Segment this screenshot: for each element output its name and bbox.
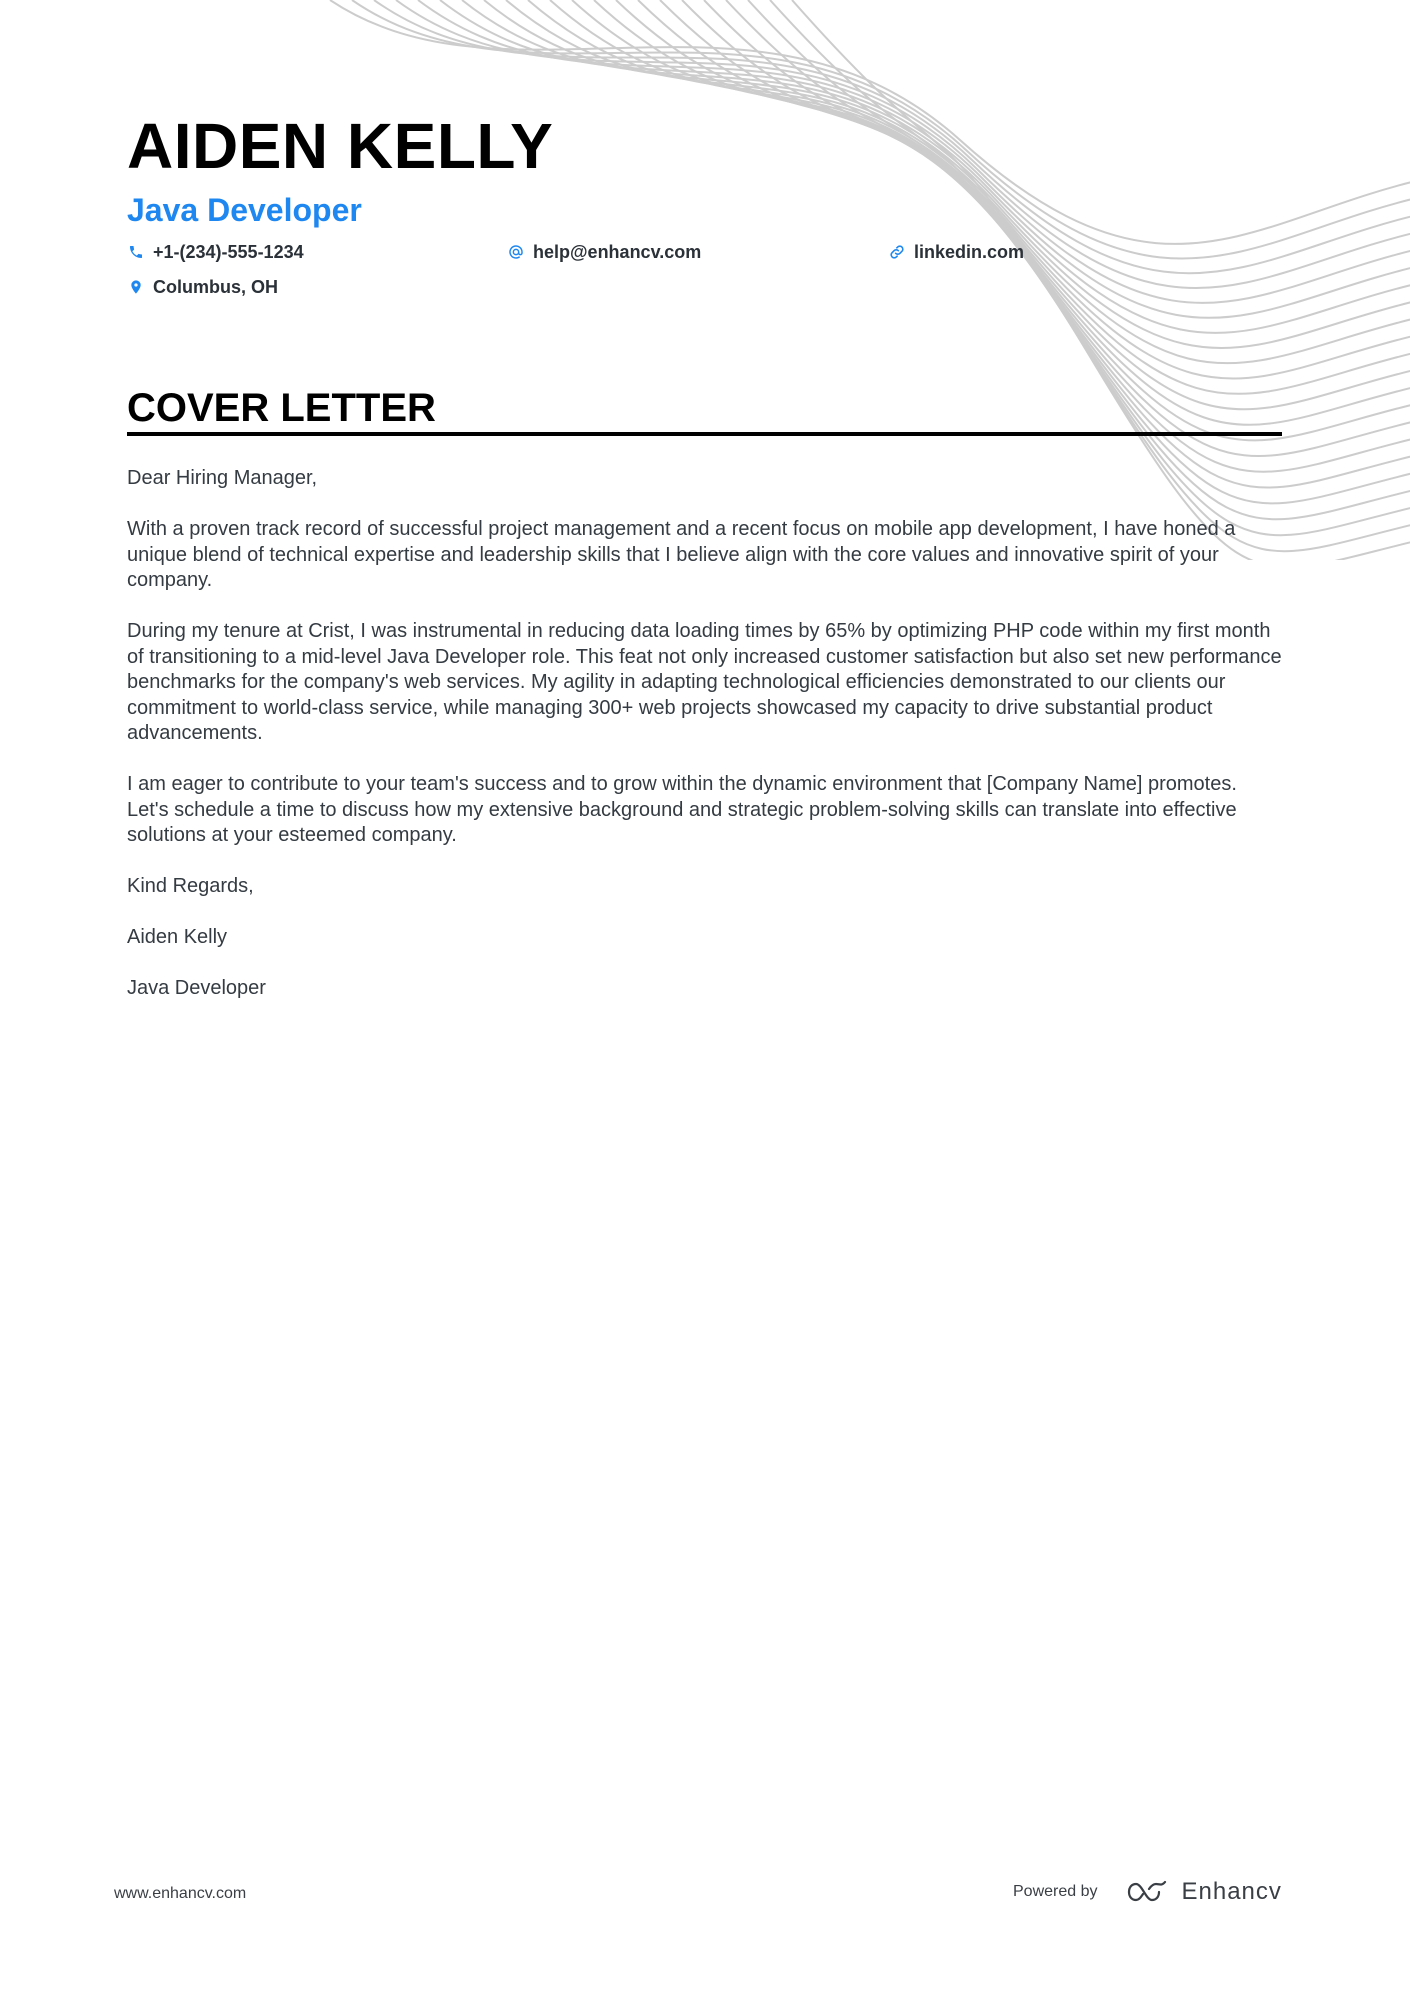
section-title: COVER LETTER	[127, 386, 436, 430]
phone-text: +1-(234)-555-1234	[153, 242, 304, 262]
enhancv-logo-icon	[1126, 1879, 1172, 1905]
phone-icon	[127, 243, 145, 261]
wave-line	[726, 0, 1410, 519]
wave-line	[616, 0, 1410, 440]
wave-line	[704, 0, 1410, 503]
wave-line	[440, 0, 1410, 318]
section-divider	[127, 432, 1282, 436]
letter-closing: Kind Regards,	[127, 875, 254, 897]
footer-powered-by[interactable]	[1013, 1872, 1282, 1912]
candidate-role: Java Developer	[127, 192, 362, 228]
at-icon	[507, 243, 525, 261]
contact-linkedin[interactable]	[888, 240, 1024, 264]
letter-paragraph: I am eager to contribute to your team's success and to grow within the dynamic environment that [Company Name] promotes. Let's schedule a time to discuss how my extensive background and strategic problem-solving skills can translate into effective solutions at your esteemed company.	[127, 773, 1237, 846]
contact-phone	[127, 240, 304, 264]
footer-website-link[interactable]: www.enhancv.com	[114, 1885, 247, 1902]
wave-line	[638, 0, 1410, 456]
linkedin-text: linkedin.com	[914, 242, 1025, 262]
letter-body	[127, 466, 1282, 1027]
candidate-name: AIDEN KELLY	[127, 110, 554, 182]
wave-line	[484, 0, 1410, 348]
wave-line	[748, 0, 1410, 535]
letter-paragraph: With a proven track record of successful project management and a recent focus on mobile app development, I have honed a unique blend of technical expertise and leadership skills that I believe align with the core values and innovative spirit of your company.	[127, 518, 1236, 591]
signature-title: Java Developer	[127, 977, 266, 999]
wave-line	[682, 0, 1410, 488]
wave-line	[572, 0, 1410, 409]
link-icon	[888, 243, 906, 261]
wave-line	[506, 0, 1410, 363]
contact-email[interactable]	[507, 240, 701, 264]
signature-name: Aiden Kelly	[127, 926, 228, 948]
wave-line	[594, 0, 1410, 425]
location-text: Columbus, OH	[153, 277, 278, 297]
contact-location	[127, 275, 278, 299]
email-text: help@enhancv.com	[533, 242, 702, 262]
letter-paragraph: During my tenure at Crist, I was instrumental in reducing data loading times by 65% by optimizing PHP code within my first month of transitioning to a mid-level Java Developer role. This feat not only increased customer satisfaction but also set new performance benchmarks for the company's web services. My agility in adapting technological efficiencies demonstrated to our clients our commitment to world-class service, while managing 300+ web projects showcased my capacity to drive substantial product advancements.	[127, 620, 1282, 744]
wave-line	[462, 0, 1410, 333]
letter-greeting: Dear Hiring Manager,	[127, 467, 318, 489]
wave-line	[550, 0, 1410, 394]
wave-line	[528, 0, 1410, 379]
enhancv-brand-name: Enhancv	[1181, 1878, 1282, 1905]
wave-line	[660, 0, 1410, 472]
powered-by-label: Powered by	[1013, 1883, 1098, 1900]
location-pin-icon	[127, 278, 145, 296]
